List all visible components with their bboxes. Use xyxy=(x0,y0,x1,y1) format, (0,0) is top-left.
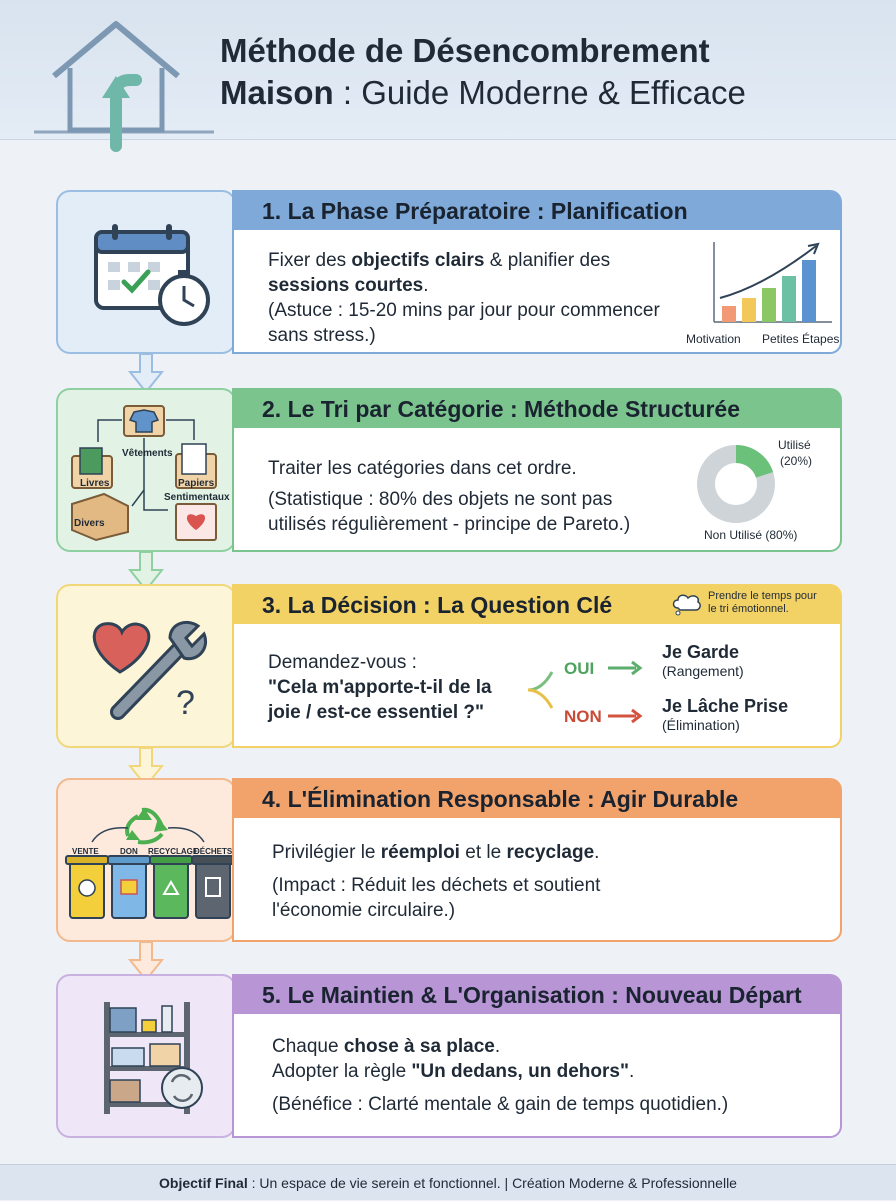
step-2-line3: utilisés régulièrement - principe de Pareto.) xyxy=(268,514,631,535)
decision-keep: Je Garde xyxy=(662,642,740,662)
step-5-icon-box xyxy=(56,974,236,1138)
category-divers: Divers xyxy=(74,518,105,529)
step-3-tip xyxy=(708,590,817,616)
step-5-line1-bold: chose à sa place xyxy=(343,1036,495,1057)
step-1-line4: sans stress.) xyxy=(268,325,376,346)
donut-used-pct: (20%) xyxy=(780,454,813,468)
donut-unused-label: Non Utilisé (80%) xyxy=(704,528,798,542)
step-2-icon-box xyxy=(56,388,236,552)
step-1-line1-post: & planifier des xyxy=(484,250,611,271)
step-4-banner: 4. L'Élimination Responsable : Agir Durable xyxy=(232,778,842,820)
footer xyxy=(0,1164,896,1200)
step-4 xyxy=(56,778,842,944)
step-2 xyxy=(56,388,842,554)
step-5-line2-post: . xyxy=(628,1061,635,1082)
step-4-text xyxy=(272,840,600,923)
svg-text:?: ? xyxy=(176,684,195,722)
bin-label-recyclage: RECYCLAGE xyxy=(148,847,199,856)
step-3-line1: Demandez-vous : xyxy=(268,652,417,673)
page-title xyxy=(220,30,746,114)
calendar-clock-icon xyxy=(58,192,238,356)
step-5 xyxy=(56,974,842,1140)
header xyxy=(0,0,896,140)
step-3-question-line1: "Cela m'apporte-t-il de la xyxy=(268,677,492,698)
step-1-icon-box xyxy=(56,190,236,354)
step-1-line2-post: . xyxy=(423,275,429,296)
step-3-banner: 3. La Décision : La Question Clé xyxy=(232,584,842,626)
step-2-line1: Traiter les catégories dans cet ordre. xyxy=(268,458,577,479)
decision-letgo: Je Lâche Prise xyxy=(662,696,789,716)
title-line-2-rest: : Guide Moderne & Efficace xyxy=(333,74,746,111)
chart-label-motivation: Motivation xyxy=(686,332,741,346)
step-5-line3: (Bénéfice : Clarté mentale & gain de temps quotidien.) xyxy=(272,1094,729,1115)
step-5-text xyxy=(272,1034,728,1117)
chart-label-petites-etapes: Petites Étapes xyxy=(762,332,840,346)
bin-label-dechets: DÉCHETS xyxy=(194,847,233,856)
bin-label-vente: VENTE xyxy=(72,847,99,856)
step-4-line2: (Impact : Réduit les déchets et soutient xyxy=(272,875,601,896)
step-3-tip-line2: le tri émotionnel. xyxy=(708,603,789,615)
step-4-line1-post: . xyxy=(594,842,600,863)
step-3-tip-line1: Prendre le temps pour xyxy=(708,590,817,602)
step-4-icon-box xyxy=(56,778,236,942)
step-2-banner: 2. Le Tri par Catégorie : Méthode Structurée xyxy=(232,388,842,430)
step-2-text xyxy=(268,456,630,537)
step-5-banner: 5. Le Maintien & L'Organisation : Nouveau Départ xyxy=(232,974,842,1016)
step-4-line1-mid: et le xyxy=(459,842,507,863)
organized-shelf-icon xyxy=(58,976,238,1140)
decision-letgo-sub: (Élimination) xyxy=(662,717,740,733)
step-3-card xyxy=(232,624,842,748)
footer-text: : Un espace de vie serein et fonctionnel. | Création Moderne & Professionnelle xyxy=(247,1175,737,1191)
step-3-question-line2: joie / est-ce essentiel ?" xyxy=(268,702,484,723)
step-5-line2-pre: Adopter la règle xyxy=(272,1061,412,1082)
donut-used-label: Utilisé xyxy=(778,438,811,452)
category-papiers: Papiers xyxy=(178,478,215,489)
step-4-card xyxy=(232,818,842,942)
step-5-line1-pre: Chaque xyxy=(272,1036,344,1057)
step-4-line3: l'économie circulaire.) xyxy=(272,900,456,921)
step-5-line1-post: . xyxy=(494,1036,501,1057)
step-1-text xyxy=(268,248,660,348)
step-4-line1-bold-1: réemploi xyxy=(380,842,460,863)
step-4-line1-pre: Privilégier le xyxy=(272,842,381,863)
bin-label-don: DON xyxy=(120,847,138,856)
decision-keep-sub: (Rangement) xyxy=(662,663,744,679)
step-2-card xyxy=(232,428,842,552)
step-5-card xyxy=(232,1014,842,1138)
category-sentimentaux: Sentimentaux xyxy=(164,492,230,503)
step-4-line1-bold-2: recyclage xyxy=(506,842,595,863)
heart-wrench-icon xyxy=(58,586,238,750)
step-1-banner: 1. La Phase Préparatoire : Planification xyxy=(232,190,842,232)
category-vetements: Vêtements xyxy=(122,448,173,459)
step-3-text xyxy=(268,650,492,725)
category-livres: Livres xyxy=(80,478,110,489)
footer-bold: Objectif Final xyxy=(159,1175,248,1191)
step-3 xyxy=(56,584,842,750)
step-3-icon-box xyxy=(56,584,236,748)
step-2-line2: (Statistique : 80% des objets ne sont pas xyxy=(268,489,613,510)
step-1-line3: (Astuce : 15-20 mins par jour pour commencer xyxy=(268,300,660,321)
recycling-bins-icon xyxy=(58,780,238,944)
step-1-line1-bold: objectifs clairs xyxy=(351,250,485,271)
decision-no: NON xyxy=(564,707,602,726)
pareto-donut-chart xyxy=(694,442,778,526)
growth-bar-chart-icon xyxy=(704,238,834,326)
decision-yes: OUI xyxy=(564,659,595,678)
title-line-1: Méthode de Désencombrement xyxy=(220,32,710,69)
title-line-2-bold: Maison xyxy=(220,74,334,111)
step-1-line2-bold: sessions courtes xyxy=(268,275,424,296)
step-1 xyxy=(56,190,842,356)
step-1-line1-pre: Fixer des xyxy=(268,250,352,271)
thought-cloud-icon xyxy=(672,592,702,616)
step-5-line2-bold: "Un dedans, un dehors" xyxy=(411,1061,629,1082)
step-1-card xyxy=(232,230,842,354)
house-return-icon xyxy=(24,14,224,154)
